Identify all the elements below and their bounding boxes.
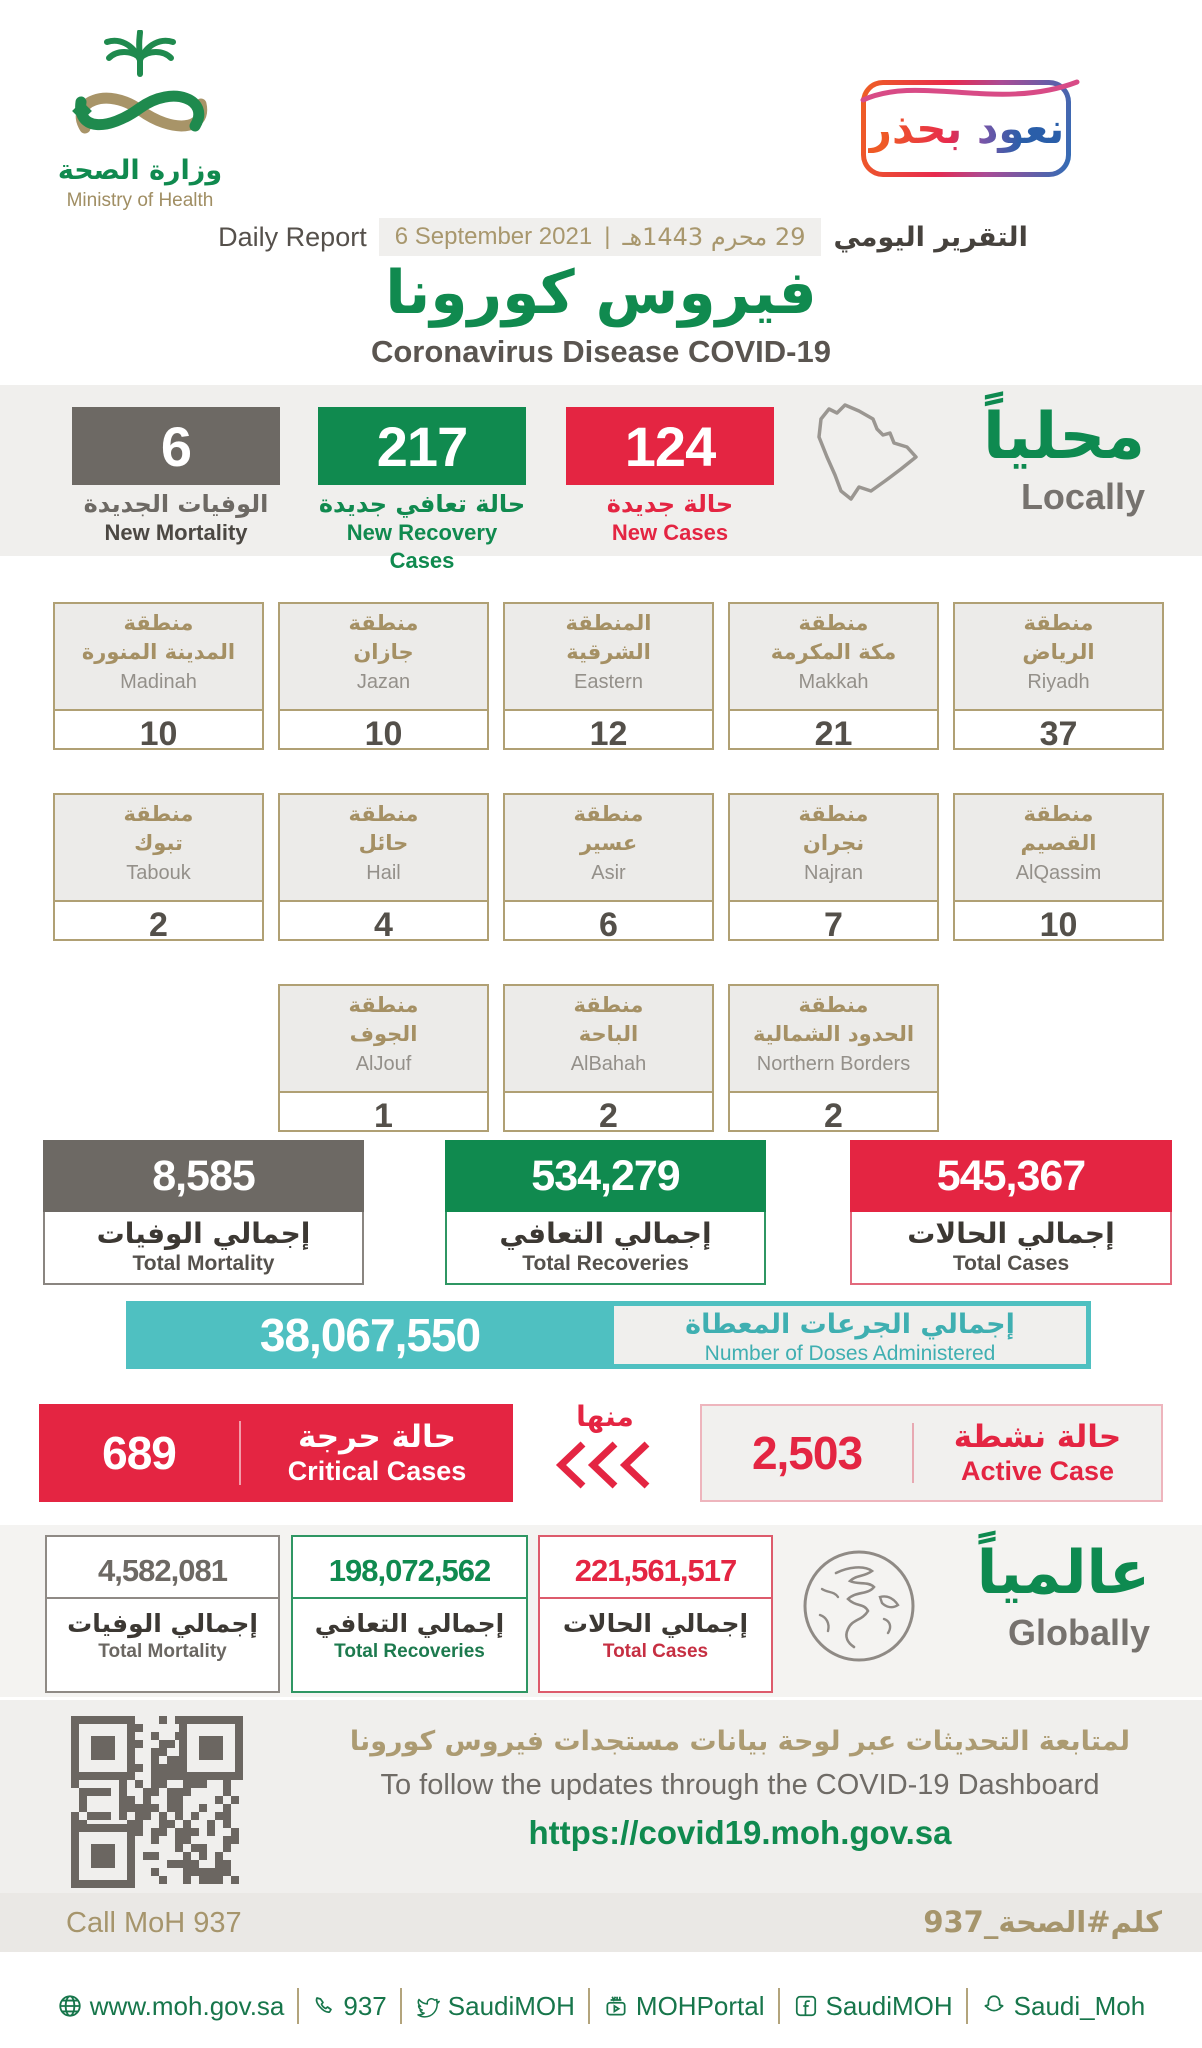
region-ar-line1: منطقة [798,802,869,826]
dashboard-url-link[interactable]: https://covid19.moh.gov.sa [528,1814,952,1851]
region-en: AlQassim [1015,862,1102,884]
new-recoveries-label-en: New Recovery Cases [346,520,498,573]
date-chip [379,218,822,256]
moh-logo-icon [55,30,225,148]
active-cases-label-en: Active Case [960,1456,1115,1486]
new-cases-label-en: New Cases [611,520,729,545]
region-value: 7 [824,906,843,944]
region-ar-line1: المنطقة [565,611,652,635]
region-ar-line1: منطقة [123,802,194,826]
region-ar-line2: الباحة [578,1022,639,1046]
of-which-label: منها [576,1400,634,1433]
moh-logo [50,30,230,212]
ministry-name-english: Ministry of Health [66,190,214,211]
region-ar-line2: جازان [353,640,414,664]
region-value: 2 [824,1097,843,1135]
footer-youtube[interactable] [603,1991,765,2022]
footer-website-link[interactable] [57,1991,285,2022]
divider [293,1597,526,1599]
new-recoveries-value: 217 [318,407,526,485]
region-ar-line1: منطقة [573,802,644,826]
dashboard-line-en: To follow the updates through the COVID-19 Dashboard [380,1769,1100,1801]
return-with-caution-badge [861,80,1071,177]
doses-label-en: Number of Doses Administered [704,1342,996,1365]
new-mortality-value: 6 [72,407,280,485]
total-mortality-label-ar: إجمالي الوفيات [96,1217,311,1250]
region-value: 10 [139,715,178,753]
dashboard-line-ar: لمتابعة التحديثات عبر لوحة بيانات مستجدات فيروس كورونا [349,1726,1131,1757]
separator [588,1988,590,2024]
facebook-icon [793,1993,819,2019]
region-card-hail [278,793,489,944]
footer-twitter[interactable] [415,1991,575,2022]
globally-section [0,1525,1202,1697]
youtube-icon [603,1993,629,2019]
globally-heading-ar: عالمياً [976,1538,1150,1608]
region-card-najran [728,793,939,944]
region-ar-line1: منطقة [573,993,644,1017]
global-cases-label-en: Total Cases [602,1641,709,1662]
region-card-jazan [278,602,489,753]
region-en: AlJouf [355,1053,412,1075]
call-moh-hashtag-ar: كلم#الصحة_937 [923,1905,1162,1939]
dashboard-section [0,1700,1202,1893]
region-value: 12 [589,715,628,753]
new-mortality-label-en: New Mortality [104,520,248,545]
region-card-riyadh [953,602,1164,753]
region-value: 6 [599,906,618,944]
doses-label-ar: إجمالي الجرعات المعطاة [685,1309,1015,1340]
snapchat-icon [981,1993,1007,2019]
divider [47,1597,278,1599]
hijri-date: 29 محرم 1443هـ [622,223,806,251]
global-cases-label-ar: إجمالي الحالات [562,1609,749,1638]
global-recoveries-label-en: Total Recoveries [334,1641,485,1662]
globally-heading-en: Globally [1007,1612,1150,1653]
region-value: 4 [374,906,393,944]
region-en: Najran [804,862,863,884]
new-recoveries-label-ar: حالة تعافي جديدة [318,490,526,518]
globe-icon [57,1993,83,2019]
region-en: Makkah [798,671,869,693]
region-ar-line1: منطقة [798,993,869,1017]
region-card-tabouk [53,793,264,944]
total-recoveries-card [445,1140,766,1285]
footer-website-label: www.moh.gov.sa [89,1990,285,2021]
region-ar-line2: المدينة المنورة [81,640,236,664]
footer-facebook-label: SaudiMOH [825,1990,953,2021]
footer-phone-label: 937 [343,1990,387,2021]
critical-cases-value: 689 [102,1427,176,1479]
total-cases-label-en: Total Cases [952,1252,1070,1275]
footer-snapchat[interactable] [981,1991,1146,2022]
critical-cases-label-en: Critical Cases [287,1456,467,1486]
region-ar-line1: منطقة [798,611,869,635]
date-row [22,218,1202,256]
region-value: 37 [1039,715,1078,753]
call-moh-english: Call MoH 937 [66,1907,242,1939]
global-mortality-value: 4,582,081 [98,1553,227,1588]
global-cases-value: 221,561,517 [574,1553,737,1588]
global-mortality-card [45,1535,280,1693]
badge-text: نعود بحذر [867,104,1065,153]
region-card-alqassim [953,793,1164,944]
region-card-aljouf [278,984,489,1135]
global-mortality-label-en: Total Mortality [98,1641,227,1662]
region-en: Eastern [574,671,643,693]
new-mortality-label-ar: الوفيات الجديدة [83,490,269,518]
region-en: Northern Borders [756,1053,911,1075]
global-mortality-label-ar: إجمالي الوفيات [67,1609,258,1638]
saudi-map-icon [803,395,948,517]
global-recoveries-value: 198,072,562 [328,1553,491,1588]
globe-icon [798,1545,920,1667]
total-recoveries-label-en: Total Recoveries [522,1252,689,1275]
region-ar-line1: منطقة [348,802,419,826]
total-cases-label-ar: إجمالي الحالات [907,1217,1115,1250]
region-card-northern-borders [728,984,939,1135]
separator [778,1988,780,2024]
critical-cases-box [39,1404,513,1502]
region-en: Madinah [120,671,197,693]
region-en: Asir [591,862,626,884]
locally-heading-en: Locally [1020,476,1145,517]
region-card-eastern [503,602,714,753]
region-ar-line2: الشرقية [566,640,651,664]
region-en: Jazan [356,671,411,693]
global-cases-card [538,1535,773,1693]
region-en: Riyadh [1027,671,1090,693]
region-ar-line2: عسير [579,831,638,855]
region-ar-line2: حائل [358,831,409,855]
region-value: 10 [1039,906,1078,944]
separator [297,1988,299,2024]
region-value: 1 [374,1097,393,1135]
region-ar-line1: منطقة [1023,802,1094,826]
daily-report-label-en: Daily Report [218,221,367,252]
active-cases-value: 2,503 [751,1427,863,1479]
triple-left-chevron-icon [553,1439,657,1491]
new-cases-value: 124 [566,407,774,485]
region-card-madinah [53,602,264,753]
region-ar-line1: منطقة [348,993,419,1017]
total-mortality-label-en: Total Mortality [132,1252,275,1275]
region-ar-line2: تبوك [134,831,183,855]
region-value: 10 [364,715,403,753]
locally-heading-ar: محلياً [982,400,1145,474]
region-value: 2 [149,906,168,944]
of-which-indicator [545,1400,665,1496]
page-title-english: Coronavirus Disease COVID-19 [370,334,831,369]
active-cases-box [700,1404,1163,1502]
region-ar-line2: الحدود الشمالية [752,1022,915,1046]
daily-report-label-ar: التقرير اليومي [833,221,1028,253]
footer-snapchat-label: Saudi_Moh [1013,1990,1146,2021]
region-value: 2 [599,1097,618,1135]
total-mortality-value: 8,585 [43,1140,364,1212]
region-ar-line2: مكة المكرمة [770,640,897,664]
page-title-arabic: فيروس كورونا [385,258,817,328]
region-ar-line2: القصيم [1020,831,1097,855]
region-card-asir [503,793,714,944]
footer-social-row [0,1988,1202,2024]
date-separator: | [604,223,611,250]
divider [540,1597,771,1599]
new-cases-label-ar: حالة جديدة [606,490,734,518]
doses-value: 38,067,550 [259,1309,481,1361]
global-recoveries-card [291,1535,528,1693]
twitter-icon [415,1993,441,2019]
footer-twitter-label: SaudiMOH [447,1990,575,2021]
global-recoveries-label-ar: إجمالي التعافي [314,1609,505,1638]
region-en: Tabouk [126,862,191,884]
region-en: Hail [366,862,401,884]
region-card-makkah [728,602,939,753]
call-moh-band [0,1893,1202,1952]
region-card-albahah [503,984,714,1135]
region-ar-line2: نجران [802,831,865,855]
region-ar-line2: الرياض [1022,640,1095,664]
critical-cases-label-ar: حالة حرجة [298,1419,456,1455]
separator [400,1988,402,2024]
region-ar-line2: الجوف [349,1022,418,1046]
region-ar-line1: منطقة [123,611,194,635]
region-en: AlBahah [570,1053,647,1075]
doses-administered-band [126,1301,1091,1369]
qr-code [62,1707,248,1893]
phone-icon [312,1994,336,2018]
footer-youtube-label: MOHPortal [635,1990,765,2021]
region-ar-line1: منطقة [348,611,419,635]
locally-section [0,385,1202,573]
total-cases-card [850,1140,1172,1285]
total-cases-value: 545,367 [850,1140,1172,1212]
footer-facebook[interactable] [793,1991,953,2022]
region-value: 21 [814,715,853,753]
gregorian-date: 6 September 2021 [394,223,593,250]
region-ar-line1: منطقة [1023,611,1094,635]
footer-phone[interactable] [312,1991,386,2022]
separator [966,1988,968,2024]
active-cases-label-ar: حالة نشطة [953,1419,1122,1455]
total-mortality-card [43,1140,364,1285]
ministry-name-arabic: وزارة الصحة [57,155,223,186]
total-recoveries-label-ar: إجمالي التعافي [499,1217,712,1250]
total-recoveries-value: 534,279 [445,1140,766,1212]
